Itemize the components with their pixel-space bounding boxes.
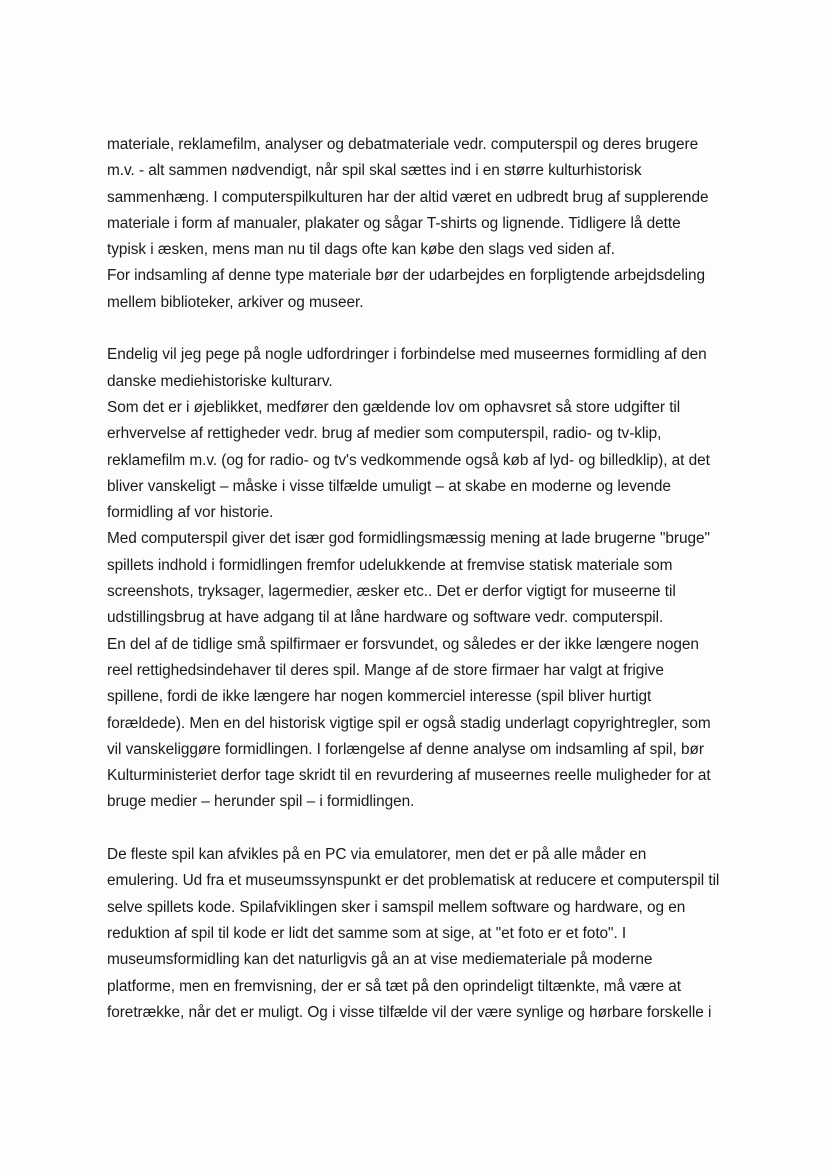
text-line: reklamefilm m.v. (og for radio- og tv's vedkommende også køb af lyd- og billedklip), at det [107,451,710,469]
text-line: materiale, reklamefilm, analyser og debatmateriale vedr. computerspil og deres brugere [107,136,699,153]
text-line: typisk i æsken, mens man nu til dags ofte kan købe den slags ved siden af. [107,241,615,259]
text-line: spillets indhold i formidlingen fremfor udelukkende at fremvise statisk materiale som [107,556,673,574]
text-line: bruge medier – herunder spil – i formidlingen. [107,793,415,811]
paragraph [107,342,757,815]
text-line: mellem biblioteker, arkiver og museer. [107,293,364,311]
text-line: selve spillets kode. Spilafviklingen sker i samspil mellem software og hardware, og en [107,898,686,916]
text-line: m.v. - alt sammen nødvendigt, når spil skal sættes ind i en større kulturhistorisk [107,162,642,180]
paragraph [107,132,757,316]
text-line: materiale i form af manualer, plakater og sågar T-shirts og lignende. Tidligere lå dette [107,214,681,232]
text-line: danske mediehistoriske kulturarv. [107,372,333,390]
text-line: De fleste spil kan afvikles på en PC via emulatorer, men det er på alle måder en [107,846,647,864]
text-line: vil vanskeliggøre formidlingen. I forlængelse af denne analyse om indsamling af spil, bør [107,740,704,758]
text-line: For indsamling af denne type materiale bør der udarbejdes en forpligtende arbejdsdeling [107,267,705,285]
text-line: bliver vanskeligt – måske i visse tilfælde umuligt – at skabe en moderne og levende [107,477,671,495]
text-line: udstillingsbrug at have adgang til at låne hardware og software vedr. computerspil. [107,609,664,627]
paragraph-gap [107,316,757,342]
text-line: erhvervelse af rettigheder vedr. brug af medier som computerspil, radio- og tv-klip, [107,425,662,443]
text-line: forældede). Men en del historisk vigtige spil er også stadig underlagt copyrightregler, som [107,714,711,732]
text-line: Med computerspil giver det især god formidlingsmæssig mening at lade brugerne "bruge" [107,530,710,548]
text-line: Endelig vil jeg pege på nogle udfordringer i forbindelse med museernes formidling af den [107,346,707,364]
text-line: museumsformidling kan det naturligvis gå an at vise mediemateriale på moderne [107,951,653,969]
text-line: Som det er i øjeblikket, medfører den gældende lov om ophavsret så store udgifter til [107,398,681,416]
text-line: platforme, men en fremvisning, der er så tæt på den oprindeligt tiltænkte, må være at [107,977,682,995]
text-line: En del af de tidlige små spilfirmaer er forsvundet, og således er der ikke længere nogen [107,635,699,653]
text-line: foretrække, når det er muligt. Og i visse tilfælde vil der være synlige og hørbare forskelle i [107,1003,712,1021]
text-line: sammenhæng. I computerspilkulturen har der altid været en udbredt brug af supplerende [107,188,709,206]
paragraph-gap [107,816,757,842]
text-line: reduktion af spil til kode er lidt det samme som at sige, at "et foto er et foto". I [107,924,627,942]
body-text [107,132,757,1026]
text-line: formidling af vor historie. [107,504,274,522]
text-line: screenshots, tryksager, lagermedier, æsker etc.. Det er derfor vigtigt for museerne til [107,583,676,601]
text-line: reel rettighedsindehaver til deres spil. Mange af de store firmaer har valgt at frigive [107,661,664,679]
text-line: emulering. Ud fra et museumssynspunkt er det problematisk at reducere et computerspil til [107,872,720,890]
paragraph [107,842,757,1026]
text-line: Kulturministeriet derfor tage skridt til en revurdering af museernes reelle muligheder for at [107,767,711,785]
text-line: spillene, fordi de ikke længere har nogen kommerciel interesse (spil bliver hurtigt [107,688,652,706]
